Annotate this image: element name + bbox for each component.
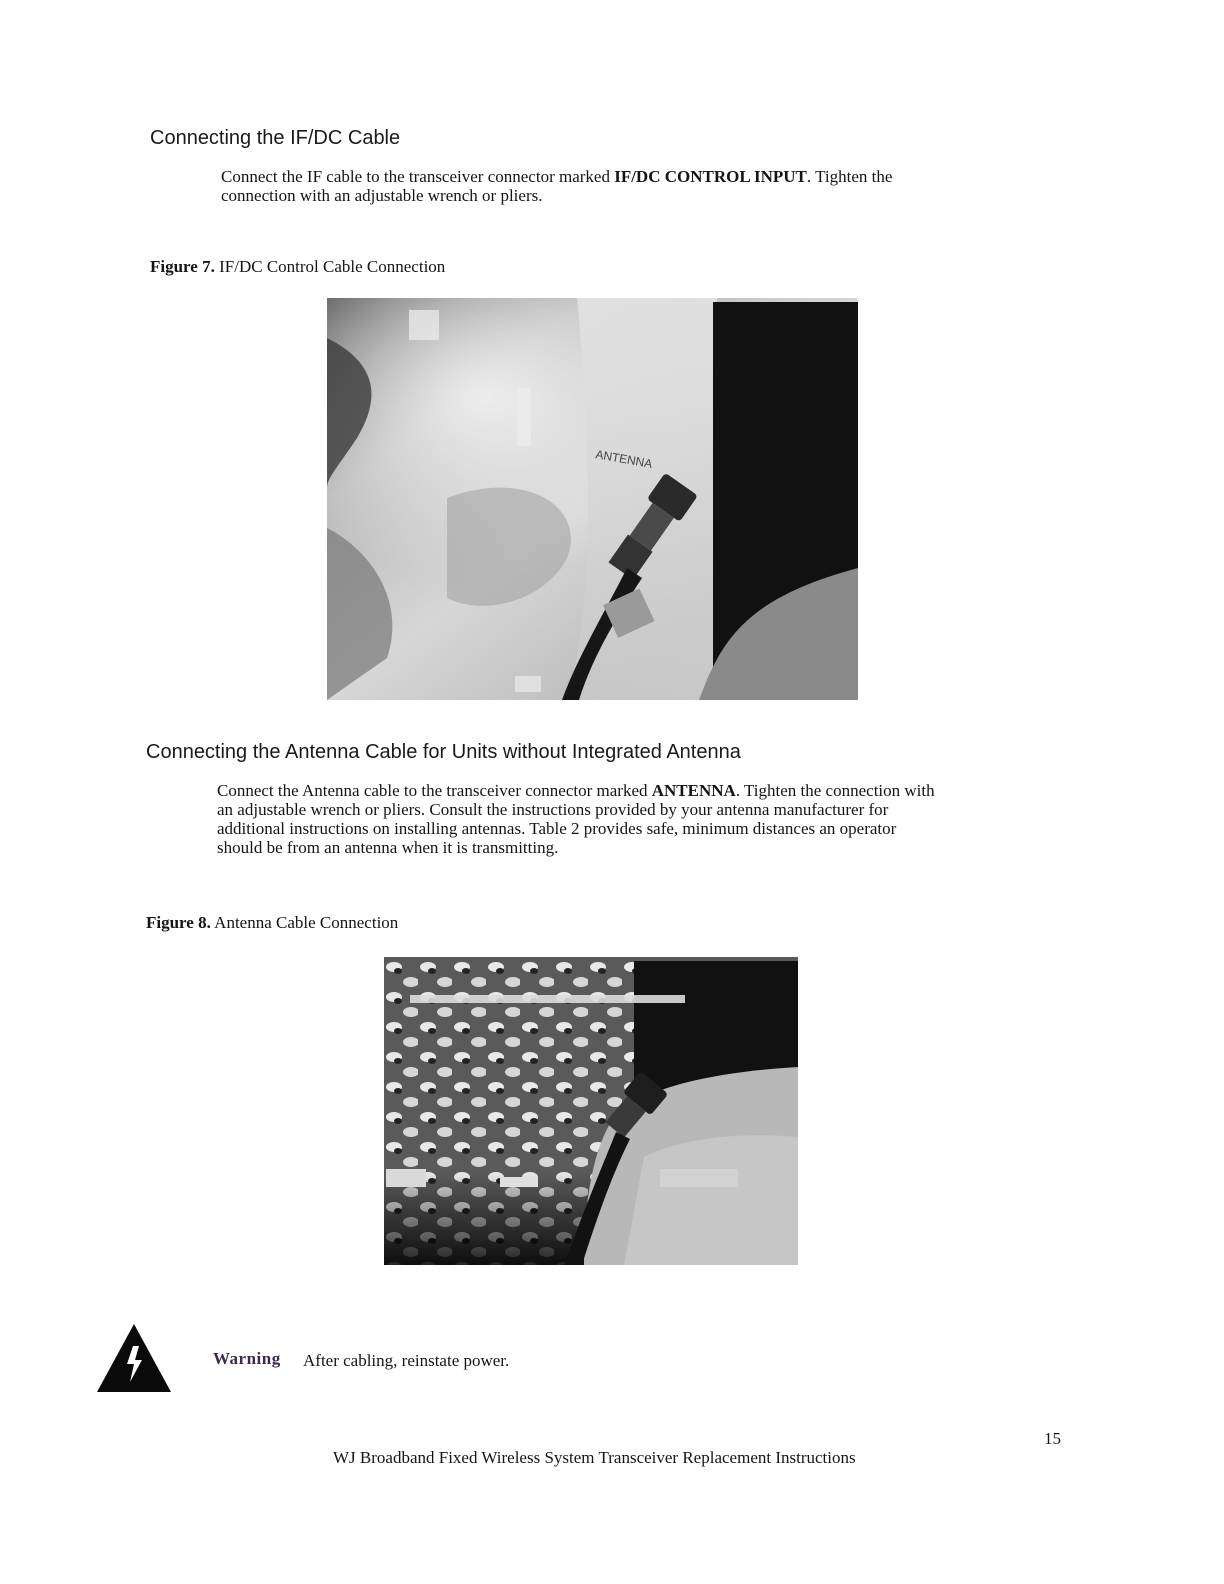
section-antenna-paragraph	[217, 781, 1077, 857]
figure-label: Figure 7.	[150, 257, 215, 276]
figure-title: IF/DC Control Cable Connection	[214, 257, 446, 276]
section-heading-antenna-cable: Connecting the Antenna Cable for Units without Integrated Antenna	[146, 741, 741, 763]
paragraph-text: should be from an antenna when it is transmitting.	[217, 838, 559, 857]
paragraph-text: Connect the Antenna cable to the transceiver connector marked	[217, 781, 652, 800]
connector-name: IF/DC CONTROL INPUT	[614, 167, 807, 186]
figure-7-photo	[327, 298, 858, 700]
paragraph-text: . Tighten the	[806, 167, 893, 186]
paragraph-text: an adjustable wrench or pliers. Consult the instructions provided by your antenna manufacturer for	[217, 800, 889, 819]
figure-8-photo	[384, 957, 798, 1265]
warning-label: Warning	[213, 1349, 281, 1368]
document-footer-title: WJ Broadband Fixed Wireless System Transceiver Replacement Instructions	[333, 1448, 856, 1467]
section-ifdc-paragraph	[221, 167, 1041, 205]
paragraph-text: Connect the IF cable to the transceiver connector marked	[221, 167, 615, 186]
paragraph-text: connection with an adjustable wrench or pliers.	[221, 186, 543, 205]
connector-marking-text: ANTENNA	[594, 447, 654, 471]
lightning-warning-icon	[97, 1324, 171, 1392]
connector-name: ANTENNA	[651, 781, 736, 800]
figure-8-caption	[146, 913, 398, 933]
section-heading-ifdc-cable: Connecting the IF/DC Cable	[150, 127, 401, 149]
figure-7-caption	[150, 257, 445, 277]
figure-title: Antenna Cable Connection	[210, 913, 399, 932]
warning-text: After cabling, reinstate power.	[303, 1351, 510, 1370]
page-number: 15	[1044, 1429, 1061, 1448]
figure-label: Figure 8.	[146, 913, 211, 932]
paragraph-text: . Tighten the connection with	[735, 781, 935, 800]
paragraph-text: additional instructions on installing antennas. Table 2 provides safe, minimum distances an operator	[217, 819, 897, 838]
